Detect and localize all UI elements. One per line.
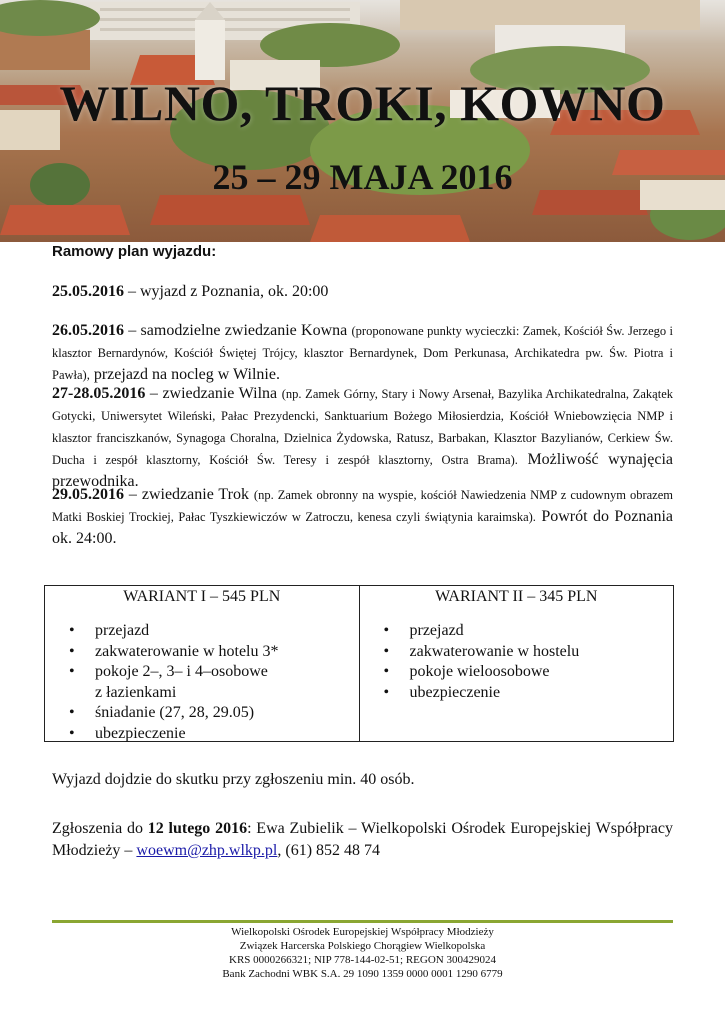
day-3-details: (np. Zamek Górny, Stary i Nowy Arsenał, Bazylika Archikatedralna, Zakątek Gotycki, Uniwersytet Wileński, Pałac Prezydencki, Sanktuarium Bożego Miłosierdzia, Kościół Wniebowzięcia NMP i klasztor franciszkanów, Synagoga Choralna, Dzielnica Żydowska, Ratusz, Barbakan, Klasztor Bazylianów, Cerkiew Św. Ducha i zespół klasztorny, Kościół Św. Teresy i zespół klasztorny, Ostra Brama).	[52, 387, 673, 467]
footer	[52, 925, 673, 981]
footer-association: Związek Harcerska Polskiego Chorągiew Wielkopolska	[239, 940, 486, 952]
phone-number: , (61) 852 48 74	[277, 842, 381, 859]
list-item: • pokoje wieloosobowe	[360, 662, 674, 683]
list-item-continuation: z łazienkami	[95, 683, 177, 701]
list-item: • przejazd	[45, 621, 359, 642]
bullet-icon: •	[69, 663, 75, 680]
bullet-icon: •	[69, 704, 75, 721]
footer-divider	[52, 920, 673, 923]
registration-contact: Zgłoszenia do 12 lutego 2016: Ewa Zubielik – Wielkopolski Ośrodek Europejskiej Współpracy Młodzieży – woewm@zhp.wlkp.pl, (61) 852 48 74	[52, 820, 673, 859]
minimum-participants-note: Wyjazd dojdzie do skutku przy zgłoszeniu min. 40 osób.	[52, 771, 415, 788]
footer-bank-account: Bank Zachodni WBK S.A. 29 1090 1359 0000 0001 1290 6779	[222, 968, 503, 980]
day-3-text: – zwiedzanie Wilna	[145, 385, 282, 402]
day-1-date: 25.05.2016	[52, 283, 124, 300]
plan-heading: Ramowy plan wyjazdu:	[52, 243, 217, 260]
variant-2-title: WARIANT II – 345 PLN	[435, 588, 598, 605]
bullet-icon: •	[383, 642, 390, 660]
list-item: • śniadanie (27, 28, 29.05)	[45, 703, 359, 724]
day-2-details: (proponowane punkty wycieczki: Zamek, Kościół Św. Jerzego i klasztor Bernardynów, Kościół Świętej Trójcy, klasztor Bernardynek, Dom Perkunasa, Archikatedra pw. Św. Piotra i Pawła),	[52, 324, 673, 382]
day-3-tail: Możliwość wynajęcia przewodnika.	[52, 451, 673, 490]
day-3-date: 27-28.05.2016	[52, 385, 146, 402]
list-item: • zakwaterowanie w hostelu	[360, 642, 674, 663]
itinerary-day-3	[52, 383, 673, 492]
day-4-tail: Powrót do Poznania ok. 24:00.	[52, 508, 674, 547]
list-item: • ubezpieczenie	[45, 724, 359, 745]
day-4-text: – zwiedzanie Trok	[124, 486, 254, 503]
list-item: • przejazd	[360, 621, 674, 642]
email-link[interactable]: woewm@zhp.wlkp.pl	[136, 842, 278, 859]
list-item: • ubezpieczenie	[360, 683, 674, 704]
bullet-icon: •	[383, 663, 390, 680]
list-item: • pokoje 2–, 3– i 4–osobowe z łazienkami	[45, 662, 359, 703]
day-1-text: – wyjazd z Poznania, ok. 20:00	[124, 283, 329, 300]
bullet-icon: •	[383, 622, 390, 639]
header-photo	[0, 0, 725, 242]
day-2-text: – samodzielne zwiedzanie Kowna	[124, 322, 352, 339]
bullet-icon: •	[69, 724, 75, 742]
trip-title: WILNO, TROKI, KOWNO	[59, 75, 666, 131]
itinerary-day-1	[52, 281, 673, 302]
day-2-date: 26.05.2016	[52, 322, 124, 339]
list-item: • zakwaterowanie w hotelu 3*	[45, 642, 359, 663]
footer-organization: Wielkopolski Ośrodek Europejskiej Współpracy Młodzieży	[231, 926, 494, 938]
variant-2	[359, 586, 674, 741]
itinerary-day-2	[52, 320, 673, 386]
footer-registration: KRS 0000266321; NIP 778-144-02-51; REGON 300429024	[229, 954, 496, 966]
registration-deadline: 12 lutego 2016	[147, 820, 248, 837]
variant-1-list	[45, 621, 359, 744]
variant-1-title: WARIANT I – 545 PLN	[123, 588, 281, 605]
variants-table	[44, 585, 674, 742]
bullet-icon: •	[383, 683, 390, 701]
itinerary-day-4	[52, 484, 673, 549]
day-2-tail: przejazd na nocleg w Wilnie.	[89, 366, 280, 383]
bullet-icon: •	[69, 642, 75, 660]
variant-1	[45, 586, 359, 741]
trip-dates: 25 – 29 MAJA 2016	[212, 157, 513, 197]
variant-2-list	[360, 621, 674, 703]
day-4-date: 29.05.2016	[52, 486, 124, 503]
day-4-details: (np. Zamek obronny na wyspie, kościół Nawiedzenia NMP z cudownym obrazem Matki Boskiej Trockiej, Pałac Tyszkiewiczów w Zatroczu, kenesa czyli świątynia karaimska).	[52, 488, 673, 524]
bullet-icon: •	[69, 622, 75, 639]
